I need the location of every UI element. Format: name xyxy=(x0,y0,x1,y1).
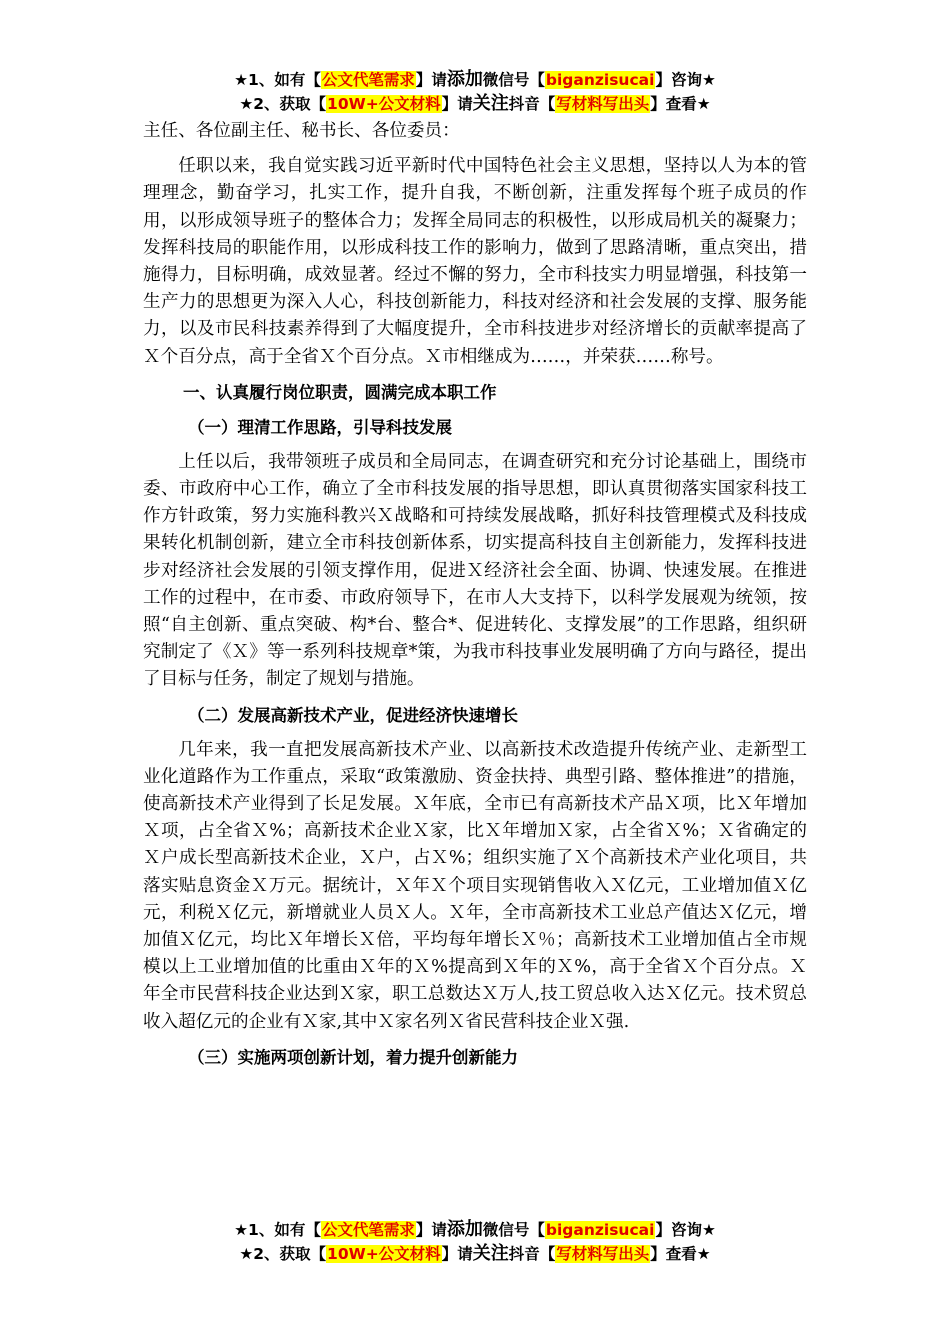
highlight-materials: 10W+公文材料 xyxy=(327,1245,441,1263)
subsection-3-heading: （三）实施两项创新计划，着力提升创新能力 xyxy=(188,1047,518,1067)
subsection-2-heading: （二）发展高新技术产业，促进经济快速增长 xyxy=(188,705,518,725)
subsection-1-heading: （一）理清工作思路，引导科技发展 xyxy=(188,417,452,437)
subsection-2-paragraph: 几年来，我一直把发展高新技术产业、以高新技术改造提升传统产业、走新型工业化道路作为工作重点，采取“政策激励、资金扶持、典型引路、整体推进”的措施，使高新技术产业得到了长足发展。Ｘ年底，全市已有高新技术产品Ｘ项，比Ｘ年增加Ｘ项，占全省Ｘ%；高新技术企业Ｘ家，比Ｘ年增加Ｘ家，占全省Ｘ%；Ｘ省确定的Ｘ户成长型高新技术企业，Ｘ户，占Ｘ%；组织实施了Ｘ个高新技术产业化项目，共落实贴息资金Ｘ万元。据统计，Ｘ年Ｘ个项目实现销售收入Ｘ亿元，工业增加值Ｘ亿元，利税Ｘ亿元，新增就业人员Ｘ人。Ｘ年，全市高新技术工业总产值达Ｘ亿元，增加值Ｘ亿元，均比Ｘ年增长Ｘ倍，平均每年增长Ｘ％；高新技术工业增加值占全市规模以上工业增加值的比重由Ｘ年的Ｘ%提高到Ｘ年的Ｘ%，高于全省Ｘ个百分点。Ｘ年全市民营科技企业达到Ｘ家，职工总数达Ｘ万人,技工贸总收入达Ｘ亿元。技术贸总收入超亿元的企业有Ｘ家,其中Ｘ家名列Ｘ省民营科技企业Ｘ强. xyxy=(143,739,807,1032)
bottom-promo-banner xyxy=(0,1218,950,1266)
subsection-1-paragraph: 上任以后，我带领班子成员和全局同志，在调查研究和充分讨论基础上，围绕市委、市政府中心工作，确立了全市科技发展的指导思想，即认真贯彻落实国家科技工作方针政策，努力实施科教兴Ｘ战略和可持续发展战略，抓好科技管理模式及科技成果转化机制创新，建立全市科技创新体系，切实提高科技自主创新能力，发挥科技进步对经济社会发展的引领支撑作用，促进Ｘ经济社会全面、协调、快速发展。在推进工作的过程中，在市委、市政府领导下，在市人大支持下，以科学发展观为统领，按照“自主创新、重点突破、构*台、整合*、促进转化、支撑发展”的工作思路，组织研究制定了《Ｘ》等一系列科技规章*策，为我市科技事业发展明确了方向与路径，提出了目标与任务，制定了规划与措施。 xyxy=(143,451,807,690)
highlight-wechat-id: biganzisucai xyxy=(545,71,655,89)
intro-paragraph: 任职以来，我自觉实践习近平新时代中国特色社会主义思想，坚持以人为本的管理理念，勤奋学习，扎实工作，提升自我，不断创新，注重发挥每个班子成员的作用，以形成领导班子的整体合力；发挥全局同志的积极性，以形成局机关的凝聚力；发挥科技局的职能作用，以形成科技工作的影响力，做到了思路清晰，重点突出，措施得力，目标明确，成效显著。经过不懈的努力，全市科技实力明显增强，科技第一生产力的思想更为深入人心，科技创新能力，科技对经济和社会发展的支撑、服务能力，以及市民科技素养得到了大幅度提升，全市科技进步对经济增长的贡献率提高了Ｘ个百分点，高于全省Ｘ个百分点。Ｘ市相继成为……，并荣获……称号。 xyxy=(143,156,807,367)
highlight-service: 公文代笔需求 xyxy=(321,1221,415,1239)
promo-line-1: ★1、如有【公文代笔需求】请添加微信号【biganzisucai】咨询★ xyxy=(234,69,716,90)
promo-line-1: ★1、如有【公文代笔需求】请添加微信号【biganzisucai】咨询★ xyxy=(234,1219,716,1240)
section-1-heading: 一、认真履行岗位职责，圆满完成本职工作 xyxy=(183,382,497,402)
highlight-douyin-account: 写材料写出头 xyxy=(556,95,650,113)
document-body xyxy=(143,118,807,1071)
highlight-materials: 10W+公文材料 xyxy=(327,95,441,113)
highlight-wechat-id: biganzisucai xyxy=(545,1221,655,1239)
top-promo-banner xyxy=(0,68,950,116)
highlight-douyin-account: 写材料写出头 xyxy=(556,1245,650,1263)
promo-line-2: ★2、获取【10W+公文材料】请关注抖音【写材料写出头】查看★ xyxy=(239,1243,711,1264)
promo-line-2: ★2、获取【10W+公文材料】请关注抖音【写材料写出头】查看★ xyxy=(239,93,711,114)
highlight-service: 公文代笔需求 xyxy=(321,71,415,89)
salutation: 主任、各位副主任、秘书长、各位委员： xyxy=(143,121,460,141)
